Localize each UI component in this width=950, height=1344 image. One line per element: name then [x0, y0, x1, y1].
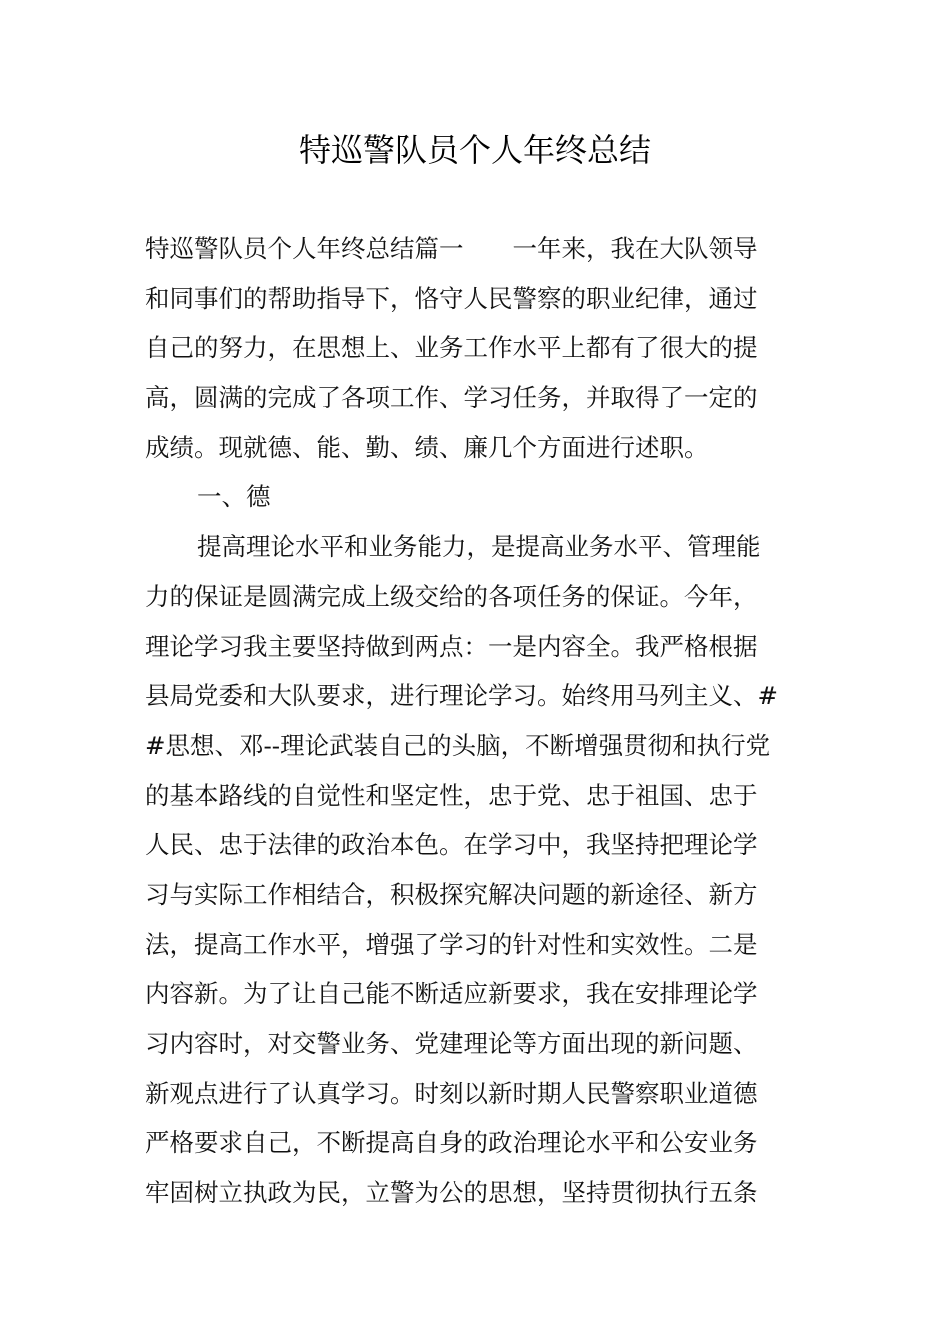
body-line: 内容新。为了让自己能不断适应新要求，我在安排理论学 — [145, 979, 758, 1009]
body-line: 理论学习我主要坚持做到两点：一是内容全。我严格根据 — [145, 631, 758, 661]
body-line: 县局党委和大队要求，进行理论学习。始终用马列主义、# — [145, 681, 779, 711]
body-line: 成绩。现就德、能、勤、绩、廉几个方面进行述职。 — [145, 432, 709, 462]
document-title: 特巡警队员个人年终总结 — [298, 131, 651, 169]
body-line: 的基本路线的自觉性和坚定性，忠于党、忠于祖国、忠于 — [145, 780, 758, 810]
body-line: 新观点进行了认真学习。时刻以新时期人民警察职业道德 — [145, 1078, 758, 1108]
body-line: 人民、忠于法律的政治本色。在学习中，我坚持把理论学 — [145, 830, 758, 860]
body-line: 牢固树立执政为民，立警为公的思想，坚持贯彻执行五条 — [145, 1178, 758, 1208]
document-body — [145, 224, 807, 1218]
body-line: 严格要求自己，不断提高自身的政治理论水平和公安业务 — [145, 1128, 758, 1158]
body-line: 和同事们的帮助指导下，恪守人民警察的职业纪律，通过 — [145, 283, 758, 313]
body-line: 特巡警队员个人年终总结篇一 一年来，我在大队领导 — [145, 234, 758, 263]
body-line: 习与实际工作相结合，积极探究解决问题的新途径、新方 — [145, 879, 758, 909]
body-line: 力的保证是圆满完成上级交给的各项任务的保证。今年， — [145, 581, 758, 611]
body-line: 提高理论水平和业务能力，是提高业务水平、管理能 — [197, 532, 761, 562]
body-line: #思想、邓--理论武装自己的头脑，不断增强贯彻和执行党 — [145, 730, 771, 760]
body-line: 习内容时，对交警业务、党建理论等方面出现的新问题、 — [145, 1029, 758, 1058]
body-line: 自己的努力，在思想上、业务工作水平上都有了很大的提 — [145, 333, 758, 363]
body-line: 高，圆满的完成了各项工作、学习任务，并取得了一定的 — [145, 383, 758, 413]
body-line: 法，提高工作水平，增强了学习的针对性和实效性。二是 — [145, 929, 758, 959]
body-line: 一、德 — [197, 482, 271, 512]
